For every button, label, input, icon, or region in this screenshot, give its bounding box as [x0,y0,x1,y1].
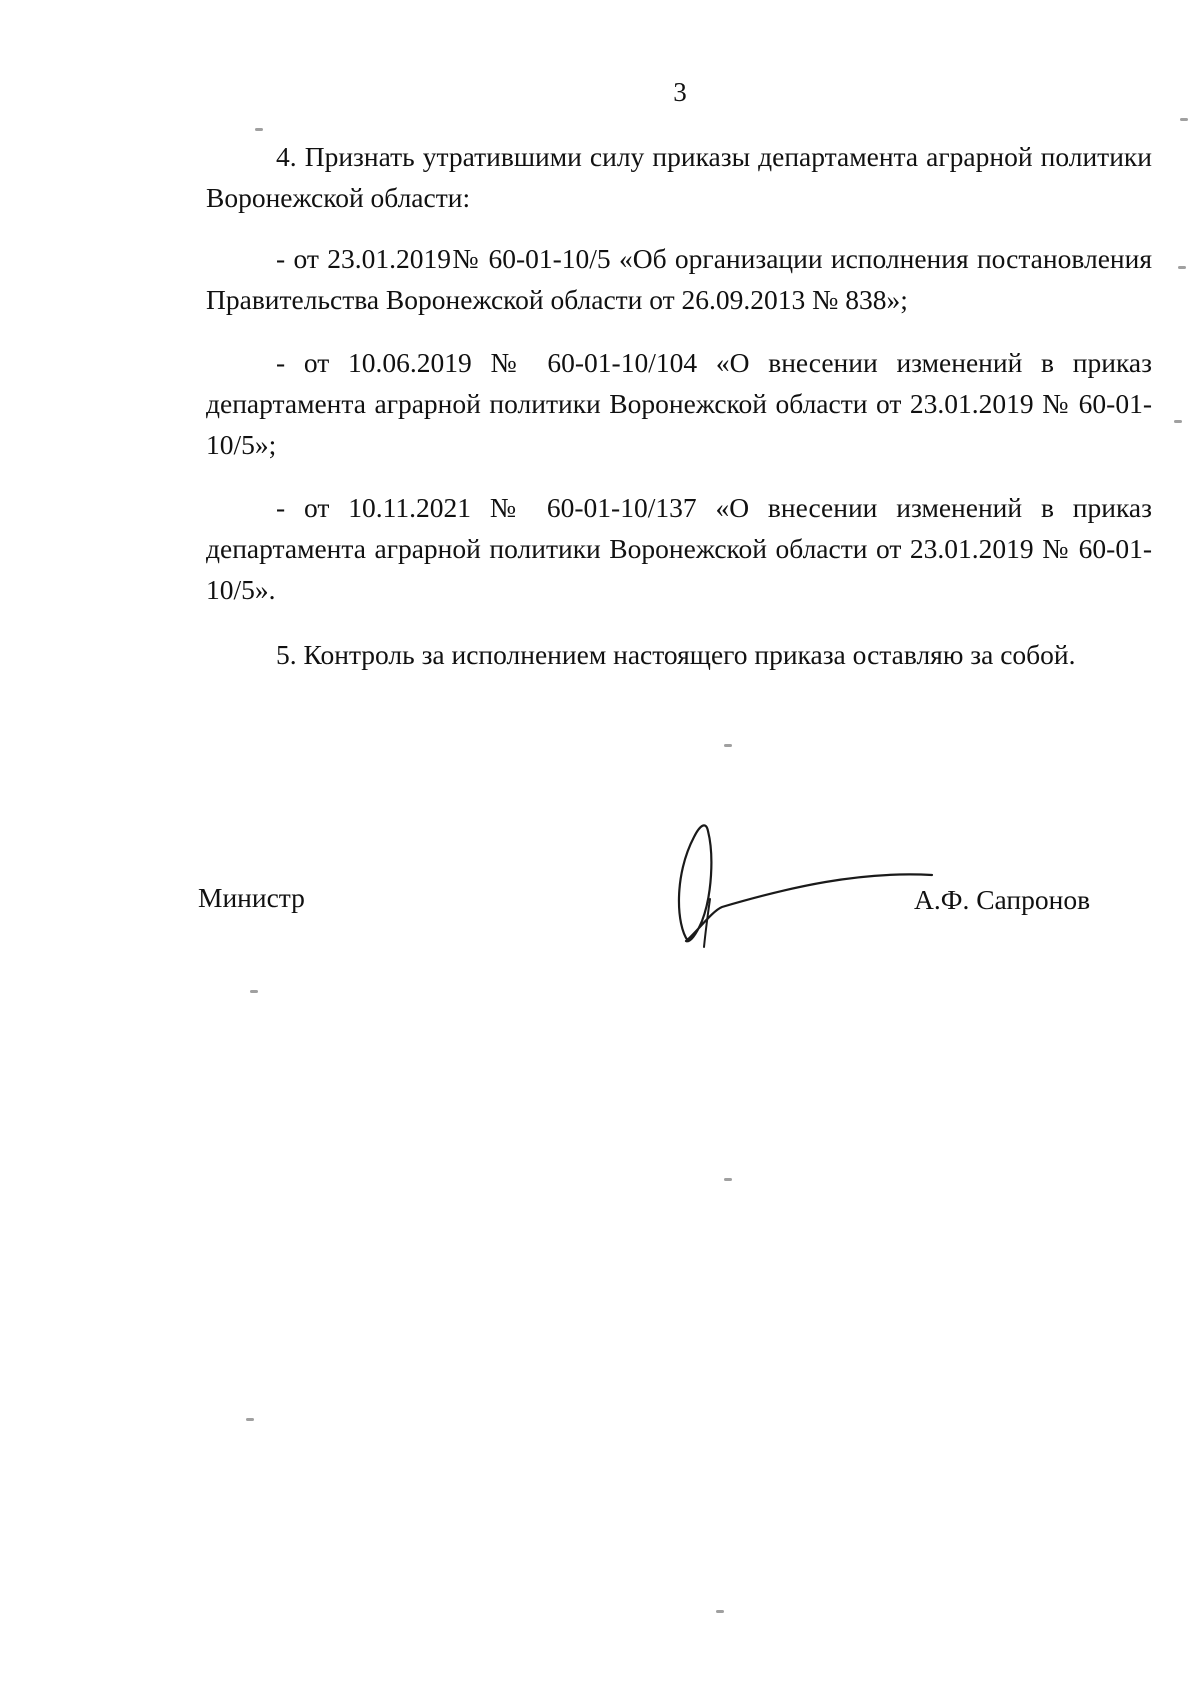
scan-speck [255,128,263,131]
signature-block [198,880,1098,920]
paragraph-subitem-1: - от 23.01.2019№ 60-01-10/5 «Об организации исполнения постановления Правительства Воронежской области от 26.09.2013 № 838»; [206,243,1152,315]
scan-speck [246,1418,254,1421]
paragraph-item-5: 5. Контроль за исполнением настоящего приказа оставляю за собой. [276,639,1076,670]
scan-speck [724,1178,732,1181]
scan-speck [1174,420,1182,423]
paragraph-subitem-3: - от 10.11.2021 № 60-01-10/137 «О внесении изменений в приказ департамента аграрной политики Воронежской области от 23.01.2019 № 60-01-10/5». [206,492,1152,605]
scan-speck [716,1610,724,1613]
signer-role: Министр [198,882,305,913]
paragraph-subitem-2: - от 10.06.2019 № 60-01-10/104 «О внесении изменений в приказ департамента аграрной политики Воронежской области от 23.01.2019 № 60-01-10/5»; [206,347,1152,460]
scan-speck [250,990,258,993]
scan-speck [724,744,732,747]
document-body [206,136,1152,675]
scan-speck [1178,266,1186,269]
scan-speck [1180,118,1188,121]
page-number: 3 [673,77,687,107]
signer-name: А.Ф. Сапронов [914,884,1091,915]
paragraph-item-4: 4. Признать утратившими силу приказы департамента аграрной политики Воронежской области: [206,141,1152,213]
